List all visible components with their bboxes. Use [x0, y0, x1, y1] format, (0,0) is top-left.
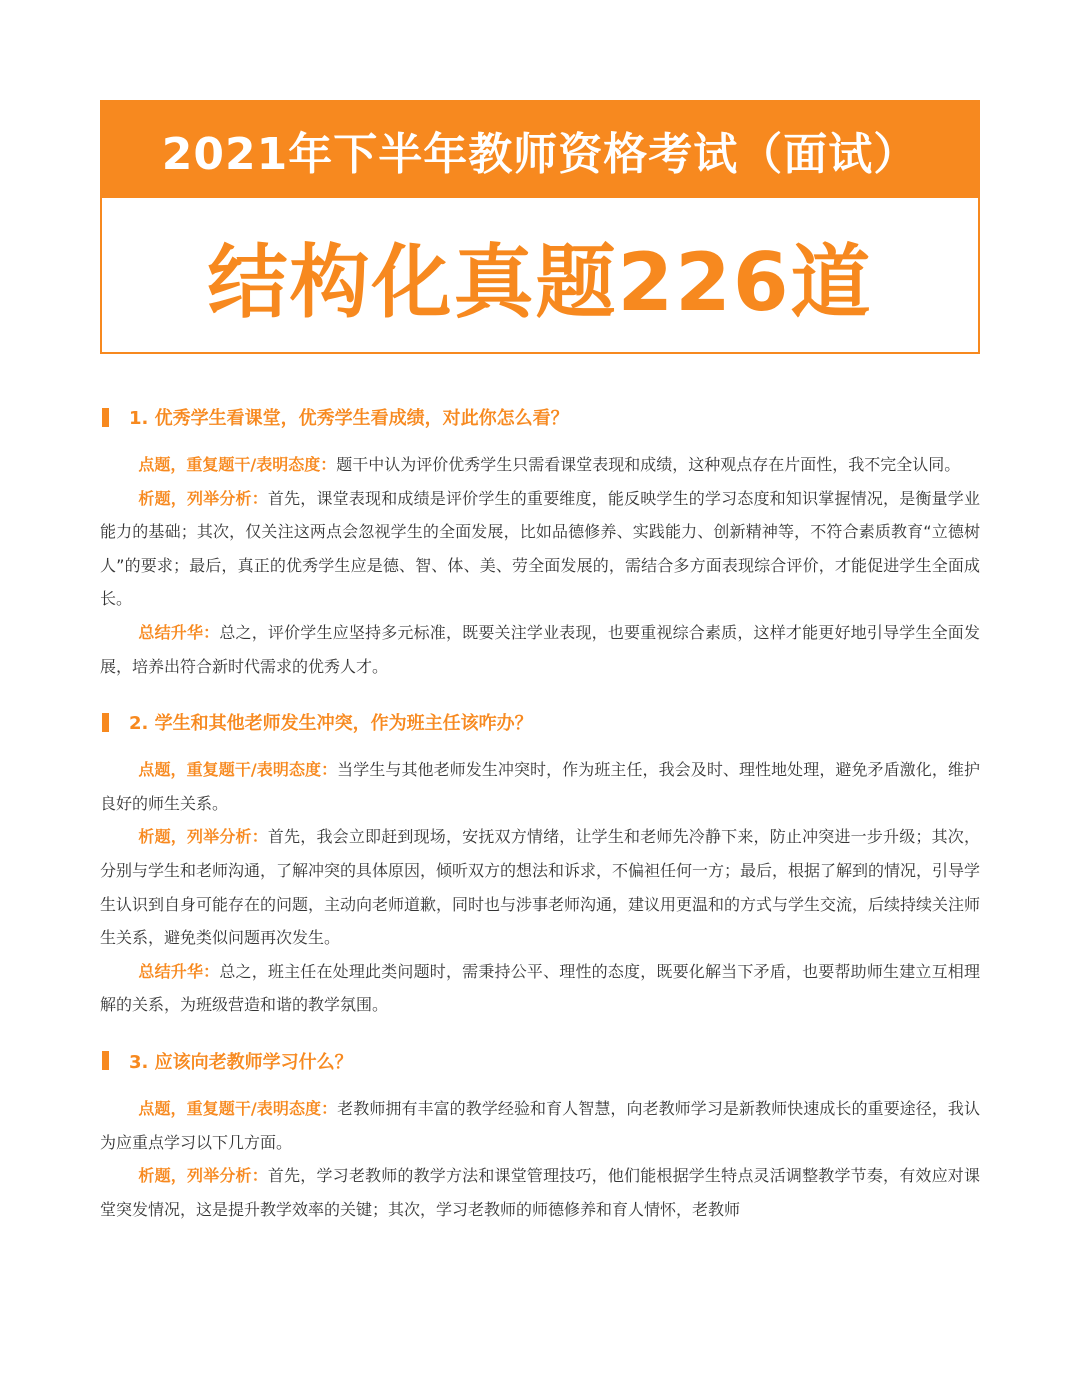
bullet-bar-icon	[102, 408, 109, 427]
paragraph-label: 析题，列举分析：	[138, 488, 268, 508]
title-line-1: 2021年下半年教师资格考试（面试）	[102, 102, 978, 198]
title-banner	[100, 100, 980, 354]
answer-paragraph	[100, 616, 980, 683]
paragraph-label: 总结升华：	[138, 961, 220, 981]
answer-paragraph	[100, 1092, 980, 1159]
question-title-text: 3. 应该向老教师学习什么？	[129, 1051, 353, 1073]
paragraph-text: 首先，学习老教师的教学方法和课堂管理技巧，他们能根据学生特点灵活调整教学节奏，有效应对课堂突发情况，这是提升教学效率的关键；其次，学习老教师的师德修养和育人情怀，老教师	[100, 1166, 980, 1219]
paragraph-label: 总结升华：	[138, 622, 220, 642]
question-2	[100, 705, 980, 1022]
answer-paragraph	[100, 753, 980, 820]
bullet-bar-icon	[102, 1051, 109, 1070]
question-title	[100, 1044, 980, 1078]
paragraph-label: 析题，列举分析：	[138, 1166, 268, 1186]
answer-paragraph	[100, 1159, 980, 1226]
paragraph-label: 析题，列举分析：	[138, 827, 268, 847]
bullet-bar-icon	[102, 713, 109, 732]
question-1	[100, 400, 980, 683]
question-title-text: 2. 学生和其他老师发生冲突，作为班主任该咋办？	[129, 713, 533, 735]
question-title	[100, 705, 980, 739]
paragraph-text: 老教师拥有丰富的教学经验和育人智慧，向老教师学习是新教师快速成长的重要途径，我认为应重点学习以下几方面。	[100, 1098, 980, 1152]
paragraph-label: 点题，重复题干/表明态度：	[138, 455, 337, 474]
paragraph-text: 首先，课堂表现和成绩是评价学生的重要维度，能反映学生的学习态度和知识掌握情况，是衡量学业能力的基础；其次，仅关注这两点会忽视学生的全面发展，比如品德修养、实践能力、创新精神等，不符合素质教育“立德树人”的要求；最后，真正的优秀学生应是德、智、体、美、劳全面发展的，需结合多方面表现综合评价，才能促进学生全面成长。	[100, 488, 980, 609]
paragraph-label: 点题，重复题干/表明态度：	[138, 1098, 338, 1118]
answer-paragraph	[100, 820, 980, 954]
question-title-text: 1. 优秀学生看课堂，优秀学生看成绩，对此你怎么看？	[129, 408, 569, 429]
paragraph-text: 首先，我会立即赶到现场，安抚双方情绪，让学生和老师先冷静下来，防止冲突进一步升级；其次，分别与学生和老师沟通，了解冲突的具体原因，倾听双方的想法和诉求，不偏袒任何一方；最后，根据了解到的情况，引导学生认识到自身可能存在的问题，主动向老师道歉，同时也与涉事老师沟通，建议用更温和的方式与学生交流，后续持续关注师生关系，避免类似问题再次发生。	[100, 827, 981, 948]
question-3	[100, 1044, 980, 1226]
paragraph-label: 点题，重复题干/表明态度：	[138, 760, 338, 780]
answer-paragraph	[100, 448, 980, 482]
paragraph-text: 题干中认为评价优秀学生只需看课堂表现和成绩，这种观点存在片面性，我不完全认同。	[336, 455, 961, 474]
title-line-2: 结构化真题226道	[207, 235, 873, 329]
answer-paragraph	[100, 955, 980, 1022]
questions-list	[100, 400, 980, 1248]
answer-paragraph	[100, 482, 980, 616]
paragraph-text: 当学生与其他老师发生冲突时，作为班主任，我会及时、理性地处理，避免矛盾激化，维护良好的师生关系。	[100, 760, 980, 813]
paragraph-text: 总之，班主任在处理此类问题时，需秉持公平、理性的态度，既要化解当下矛盾，也要帮助师生建立互相理解的关系，为班级营造和谐的教学氛围。	[100, 961, 980, 1015]
paragraph-text: 总之，评价学生应坚持多元标准，既要关注学业表现，也要重视综合素质，这样才能更好地引导学生全面发展，培养出符合新时代需求的优秀人才。	[100, 622, 980, 676]
question-title	[100, 400, 980, 434]
